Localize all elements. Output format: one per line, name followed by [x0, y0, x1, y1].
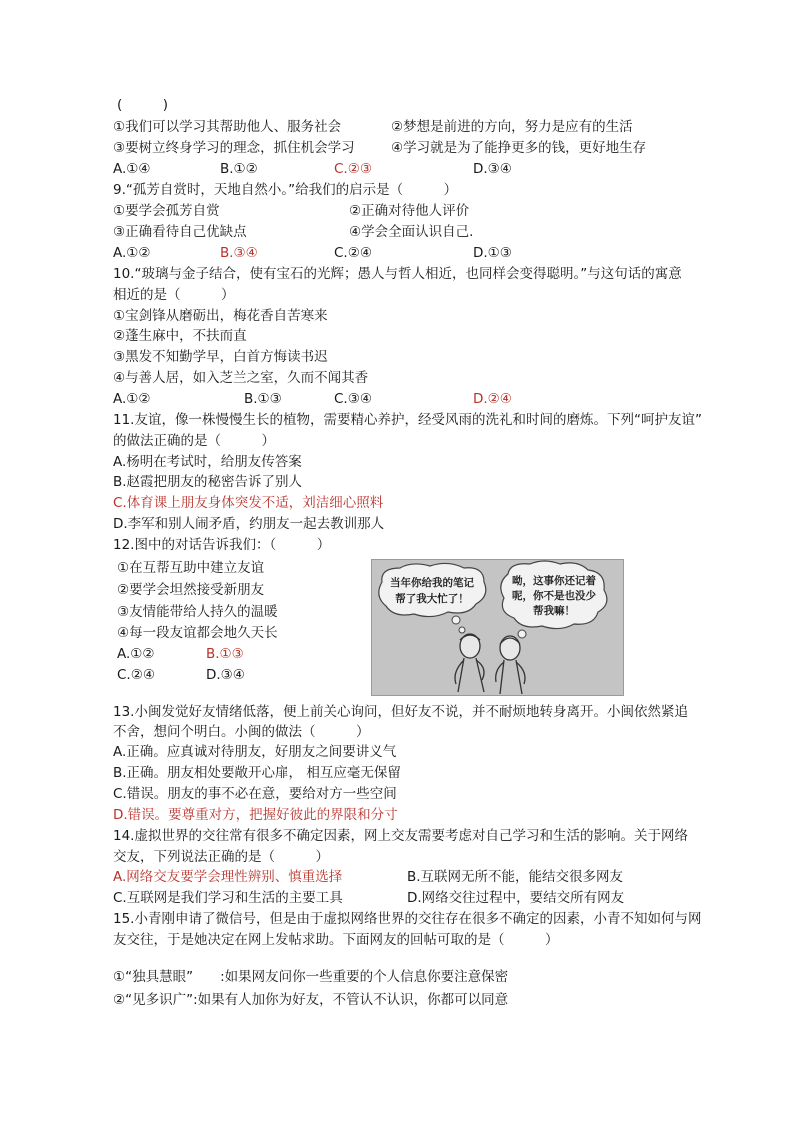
comic-left-bubble-line-2: 帮了我大忙了！	[395, 593, 469, 605]
q10-option-1: ①宝剑锋从磨砺出，梅花香自苦寒来	[113, 308, 328, 324]
q10-choice-d: D.②④	[473, 391, 512, 407]
q12-choice-d: D.③④	[206, 667, 245, 683]
q13-stem-line-2: 不舍，想问个明白。小闽的做法（ ）	[113, 724, 370, 740]
q10-option-4: ④与善人居，如入芝兰之室，久而不闻其香	[113, 370, 369, 386]
q15-stem-line-2: 友交往，于是她决定在网上发帖求助。下面网友的回帖可取的是（ ）	[113, 932, 559, 948]
q14-option-b: B.互联网无所不能，能结交很多网友	[407, 869, 624, 885]
q15-stem-line-1: 15.小青刚申请了微信号，但是由于虚拟网络世界的交往存在很多不确定的因素，小青不知如何与网	[113, 911, 702, 927]
q8-option-3: ③要树立终身学习的理念，抓住机会学习	[113, 140, 355, 156]
q14-option-d: D.网络交往过程中，要结交所有网友	[407, 890, 625, 906]
q12-comic-illustration	[371, 559, 624, 696]
q8-choice-c: C.②③	[334, 161, 372, 177]
q12-option-3: ③友情能带给人持久的温暖	[117, 604, 278, 620]
q13-option-a: A.正确。应真诚对待朋友，好朋友之间要讲义气	[113, 744, 397, 760]
q8-option-1: ①我们可以学习其帮助他人、服务社会	[113, 119, 342, 135]
q9-option-4: ④学会全面认识自己.	[349, 224, 474, 240]
q12-option-1: ①在互帮互助中建立友谊	[117, 560, 265, 576]
q15-option-1: ①“独具慧眼” :如果网友问你一些重要的个人信息你要注意保密	[113, 969, 509, 985]
q10-choice-b: B.①③	[244, 391, 282, 407]
comic-right-bubble-line-3: 帮我嘛！	[533, 605, 575, 617]
q14-stem-line-1: 14.虚拟世界的交往常有很多不确定因素，网上交友需要考虑对自己学习和生活的影响。关于网络	[113, 828, 688, 844]
q14-stem-line-2: 交友，下列说法正确的是（ ）	[113, 849, 329, 865]
q14-option-a: A.网络交友要学会理性辨别、慎重选择	[113, 869, 343, 885]
q10-stem-line-1: 10.“玻璃与金子结合，使有宝石的光辉；愚人与哲人相近，也同样会变得聪明。”与这句话的寓意	[113, 266, 682, 282]
q11-stem-line-1: 11.友谊，像一株慢慢生长的植物，需要精心养护，经受风雨的洗礼和时间的磨炼。下列“呵护友谊”	[113, 412, 702, 428]
q11-option-b: B.赵霞把朋友的秘密告诉了别人	[113, 474, 303, 490]
q8-option-4: ④学习就是为了能挣更多的钱，更好地生存	[391, 140, 647, 156]
q10-choice-a: A.①②	[113, 391, 151, 407]
q10-stem-line-2: 相近的是（ ）	[113, 287, 235, 303]
q12-choice-c: C.②④	[117, 667, 155, 683]
q11-option-d: D.李军和别人闹矛盾，约朋友一起去教训那人	[113, 516, 385, 532]
q12-option-4: ④每一段友谊都会地久天长	[117, 625, 278, 641]
q12-choice-a: A.①②	[117, 646, 155, 662]
q11-option-a: A.杨明在考试时，给朋友传答案	[113, 454, 302, 470]
q9-stem: 9.“孤芳自赏时，天地自然小。”给我们的启示是（ ）	[113, 182, 458, 198]
q8-option-2: ②梦想是前进的方向，努力是应有的生活	[391, 119, 633, 135]
q8-choice-a: A.①④	[113, 161, 151, 177]
q9-choice-b: B.③④	[220, 245, 258, 261]
q13-stem-line-1: 13.小闽发觉好友情绪低落，便上前关心询问，但好友不说，并不耐烦地转身离开。小闽依然紧追	[113, 704, 688, 720]
q9-option-3: ③正确看待自己优缺点	[113, 224, 247, 240]
q9-choice-d: D.①③	[473, 245, 512, 261]
q12-option-2: ②要学会坦然接受新朋友	[117, 582, 265, 598]
q8-choice-d: D.③④	[473, 161, 512, 177]
q12-stem: 12.图中的对话告诉我们：（ ）	[113, 537, 331, 553]
comic-left-bubble-line-1: 当年你给我的笔记	[390, 577, 474, 589]
q9-option-1: ①要学会孤芳自赏	[113, 203, 220, 219]
q9-choice-a: A.①②	[113, 245, 151, 261]
q10-option-3: ③黑发不知勤学早，白首方悔读书迟	[113, 349, 328, 365]
comic-right-bubble-line-1: 呦，这事你还记着	[512, 575, 596, 587]
q10-choice-c: C.③④	[334, 391, 372, 407]
q10-option-2: ②蓬生麻中，不扶而直	[113, 328, 247, 344]
q15-option-2: ②“见多识广”:如果有人加你为好友，不管认不认识，你都可以同意	[113, 992, 509, 1008]
comic-right-bubble-line-2: 呢，你不是也没少	[512, 590, 596, 602]
q13-option-b: B.正确。朋友相处要敞开心扉， 相互应毫无保留	[113, 765, 401, 781]
q8-stem: ( )	[117, 97, 169, 113]
q11-stem-line-2: 的做法正确的是（ ）	[113, 433, 275, 449]
q9-choice-c: C.②④	[334, 245, 372, 261]
q13-option-c: C.错误。朋友的事不必在意，要给对方一些空间	[113, 786, 397, 802]
q12-choice-b: B.①③	[206, 646, 244, 662]
q14-option-c: C.互联网是我们学习和生活的主要工具	[113, 890, 343, 906]
q8-choice-b: B.①②	[220, 161, 258, 177]
q9-option-2: ②正确对待他人评价	[349, 203, 470, 219]
q11-option-c: C.体育课上朋友身体突发不适，刘洁细心照料	[113, 495, 384, 511]
q13-option-d: D.错误。要尊重对方，把握好彼此的界限和分寸	[113, 807, 398, 823]
